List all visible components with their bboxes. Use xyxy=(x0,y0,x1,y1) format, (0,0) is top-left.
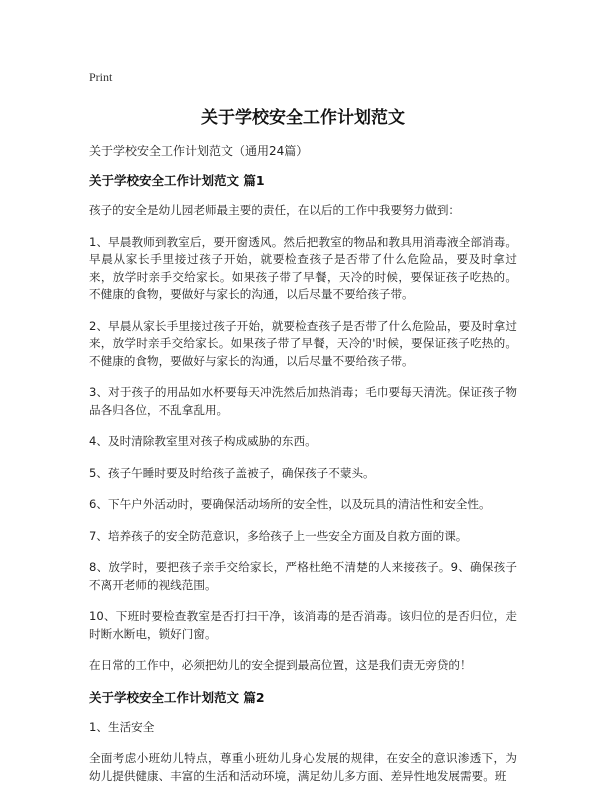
print-label: Print xyxy=(89,70,113,84)
paragraph: 4、及时清除教室里对孩子构成威胁的东西。 xyxy=(89,434,317,448)
paragraph: 2、早晨从家长手里接过孩子开始，就要检查孩子是否带了什么危险品，要及时拿过来，放学时亲手交给家长。如果孩子带了早餐，天冷的'时候，要保证孩子吃热的。不健康的食物，要做好与家长的沟通，以后尽量不要给孩子带。 xyxy=(89,318,517,368)
paragraph: 10、下班时要检查教室是否打扫干净，该消毒的是否消毒。该归位的是否归位，走时断水断电，锁好门窗。 xyxy=(89,609,517,641)
paragraph: 全面考虑小班幼儿特点，尊重小班幼儿身心发展的规律，在安全的意识渗透下，为幼儿提供健康、丰富的生活和活动环境，满足幼儿多方面、差异性地发展需要。班 xyxy=(89,751,517,783)
paragraph: 7、培养孩子的安全防范意识，多给孩子上一些安全方面及自救方面的课。 xyxy=(89,528,468,543)
paragraph: 3、对于孩子的用品如水杯要每天冲洗然后加热消毒；毛巾要每天清洗。保证孩子物品各归各位，不乱拿乱用。 xyxy=(89,385,517,417)
paragraph: 6、下午户外活动时，要确保活动场所的安全性，以及玩具的清洁性和安全性。 xyxy=(89,497,491,511)
paragraph: 5、孩子午睡时要及时给孩子盖被子，确保孩子不蒙头。 xyxy=(89,465,375,480)
paragraph: 在日常的工作中，必须把幼儿的安全提到最高位置，这是我们责无旁贷的！ xyxy=(89,658,472,672)
section-2-heading: 关于学校安全工作计划范文 篇2 xyxy=(89,689,265,705)
document-subtitle: 关于学校安全工作计划范文（通用24篇） xyxy=(89,144,309,158)
paragraph: 1、早晨教师到教室后，要开窗透风。然后把教室的物品和教具用消毒液全部消毒。早晨从家长手里接过孩子开始，就要检查孩子是否带了什么危险品，要及时拿过来，放学时亲手交给家长。如果孩子带了早餐，天冷的时候，要保证孩子吃热的。不健康的食物，要做好与家长的沟通，以后尽量不要给孩子带。 xyxy=(89,234,517,301)
document-content xyxy=(89,70,517,799)
section-1-heading: 关于学校安全工作计划范文 篇1 xyxy=(89,173,265,188)
paragraph: 8、放学时，要把孩子亲手交给家长，严格杜绝不清楚的人来接孩子。9、确保孩子不离开老师的视线范围。 xyxy=(89,560,517,592)
paragraph: 1、生活安全 xyxy=(89,719,155,734)
document-title: 关于学校安全工作计划范文 xyxy=(201,108,405,128)
paragraph: 孩子的安全是幼儿园老师最主要的责任，在以后的工作中我要努力做到： xyxy=(89,203,461,217)
